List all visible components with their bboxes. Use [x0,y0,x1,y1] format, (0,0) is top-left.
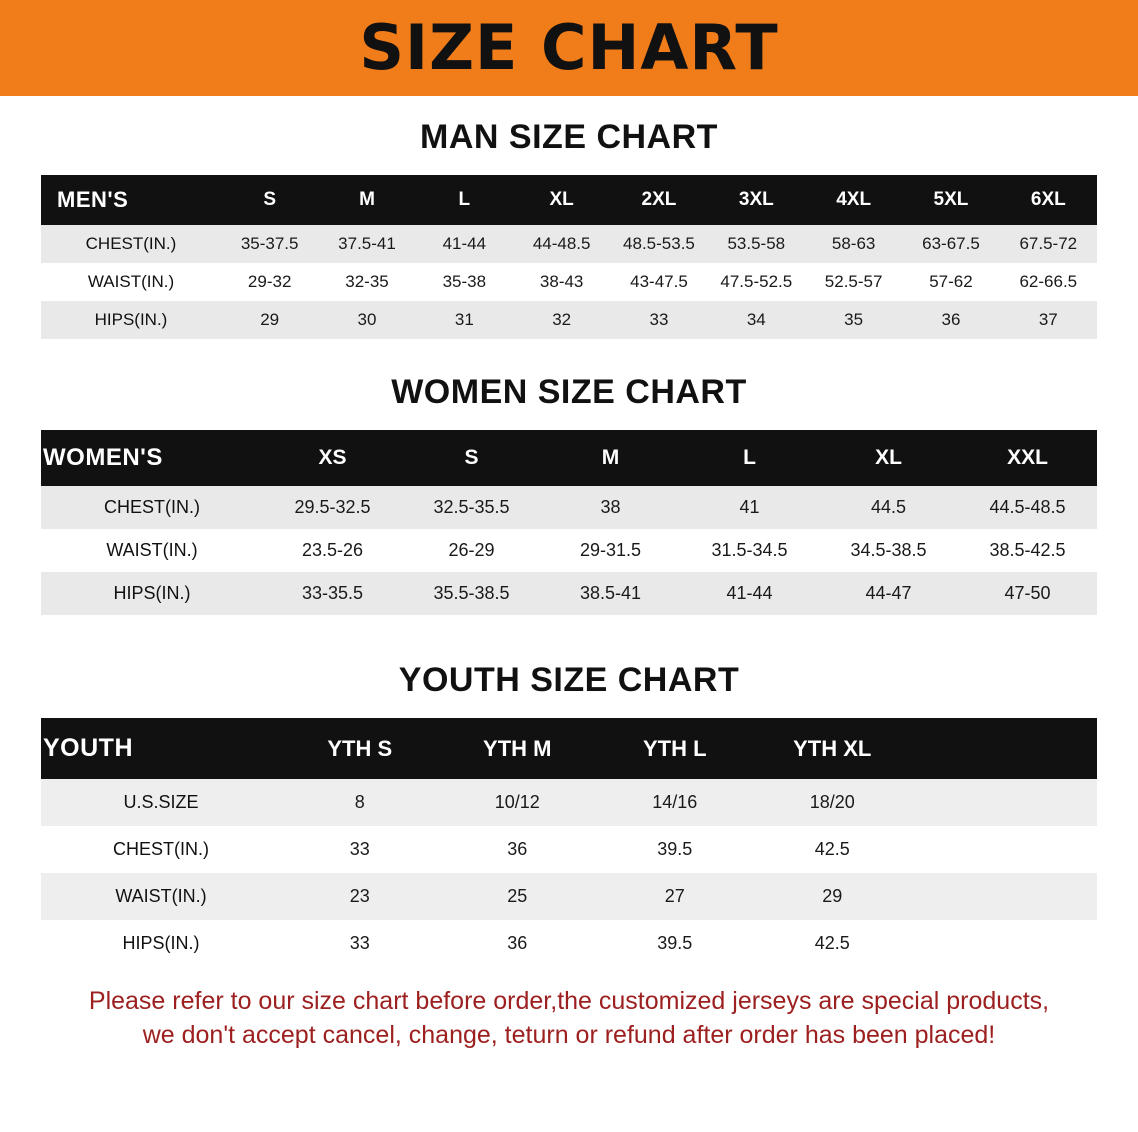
table-row [41,263,1097,301]
man-cell-2-6: 35 [805,301,902,339]
man-section-title: MAN SIZE CHART [420,118,718,156]
man-cell-2-7: 36 [902,301,999,339]
women-header-label: WOMEN'S [41,430,263,486]
youth-spacer-cell-1 [911,826,1097,873]
man-cell-1-2: 35-38 [416,263,513,301]
man-cell-0-2: 41-44 [416,225,513,263]
table-row [41,225,1097,263]
youth-row-label-3: HIPS(IN.) [41,920,281,967]
women-table-head [41,430,1097,486]
women-cell-0-0: 29.5-32.5 [263,486,402,529]
table-row [41,826,1097,873]
women-cell-1-2: 29-31.5 [541,529,680,572]
women-cell-0-1: 32.5-35.5 [402,486,541,529]
man-cell-2-8: 37 [1000,301,1097,339]
women-size-col-5: XXL [958,430,1097,486]
women-size-col-2: M [541,430,680,486]
youth-cell-2-1: 25 [439,873,597,920]
women-size-col-0: XS [263,430,402,486]
youth-cell-0-3: 18/20 [754,779,912,826]
man-cell-0-1: 37.5-41 [318,225,415,263]
youth-chart-wrap [0,700,1138,967]
youth-cell-0-1: 10/12 [439,779,597,826]
man-size-col-8: 6XL [1000,175,1097,225]
man-cell-0-8: 67.5-72 [1000,225,1097,263]
women-cell-0-2: 38 [541,486,680,529]
man-cell-2-1: 30 [318,301,415,339]
women-cell-1-3: 31.5-34.5 [680,529,819,572]
women-cell-2-1: 35.5-38.5 [402,572,541,615]
youth-spacer-cell-3 [911,920,1097,967]
women-cell-2-4: 44-47 [819,572,958,615]
women-chart-wrap [0,412,1138,615]
women-size-col-3: L [680,430,819,486]
man-cell-0-3: 44-48.5 [513,225,610,263]
youth-cell-3-0: 33 [281,920,439,967]
youth-size-col-3: YTH XL [754,718,912,779]
man-table-body [41,225,1097,339]
youth-cell-1-1: 36 [439,826,597,873]
order-policy-note-line1: Please refer to our size chart before order,the customized jerseys are special products, [88,987,1050,1015]
women-cell-2-2: 38.5-41 [541,572,680,615]
women-cell-0-3: 41 [680,486,819,529]
youth-header-label: YOUTH [41,718,281,779]
man-size-col-2: L [416,175,513,225]
youth-cell-0-0: 8 [281,779,439,826]
women-table-body [41,486,1097,615]
man-size-table [41,175,1097,339]
youth-cell-2-2: 27 [596,873,754,920]
man-size-col-0: S [221,175,318,225]
man-cell-1-6: 52.5-57 [805,263,902,301]
man-size-col-3: XL [513,175,610,225]
women-cell-0-5: 44.5-48.5 [958,486,1097,529]
table-row [41,529,1097,572]
table-row [41,486,1097,529]
man-cell-0-7: 63-67.5 [902,225,999,263]
man-size-col-6: 4XL [805,175,902,225]
order-policy-note [41,985,1097,1053]
table-row [41,873,1097,920]
man-cell-1-4: 43-47.5 [610,263,707,301]
man-cell-1-5: 47.5-52.5 [708,263,805,301]
youth-spacer-cell-0 [911,779,1097,826]
man-cell-1-0: 29-32 [221,263,318,301]
man-size-col-5: 3XL [708,175,805,225]
youth-cell-3-2: 39.5 [596,920,754,967]
youth-cell-2-3: 29 [754,873,912,920]
women-row-label-0: CHEST(IN.) [41,486,263,529]
women-cell-1-0: 23.5-26 [263,529,402,572]
youth-row-label-1: CHEST(IN.) [41,826,281,873]
youth-section-title: YOUTH SIZE CHART [398,661,740,699]
youth-cell-3-1: 36 [439,920,597,967]
youth-spacer-col [911,718,1097,779]
man-cell-2-0: 29 [221,301,318,339]
women-row-label-2: HIPS(IN.) [41,572,263,615]
youth-size-col-2: YTH L [596,718,754,779]
youth-cell-1-3: 42.5 [754,826,912,873]
youth-row-label-2: WAIST(IN.) [41,873,281,920]
youth-cell-1-2: 39.5 [596,826,754,873]
women-header-row [41,430,1097,486]
women-cell-2-3: 41-44 [680,572,819,615]
table-row [41,920,1097,967]
man-size-col-4: 2XL [610,175,707,225]
man-cell-0-4: 48.5-53.5 [610,225,707,263]
table-row [41,572,1097,615]
man-cell-0-0: 35-37.5 [221,225,318,263]
man-cell-2-3: 32 [513,301,610,339]
man-cell-1-1: 32-35 [318,263,415,301]
table-row [41,301,1097,339]
man-row-label-1: WAIST(IN.) [41,263,221,301]
women-section-title: WOMEN SIZE CHART [391,373,747,411]
man-cell-1-7: 57-62 [902,263,999,301]
man-cell-1-8: 62-66.5 [1000,263,1097,301]
women-row-label-1: WAIST(IN.) [41,529,263,572]
man-size-col-1: M [318,175,415,225]
youth-size-col-0: YTH S [281,718,439,779]
man-row-label-2: HIPS(IN.) [41,301,221,339]
youth-table-body [41,779,1097,967]
man-cell-0-6: 58-63 [805,225,902,263]
man-size-col-7: 5XL [902,175,999,225]
women-size-table [41,430,1097,615]
youth-cell-2-0: 23 [281,873,439,920]
man-header-label: MEN'S [41,175,221,225]
youth-size-col-1: YTH M [439,718,597,779]
youth-cell-1-0: 33 [281,826,439,873]
man-cell-2-5: 34 [708,301,805,339]
youth-cell-0-2: 14/16 [596,779,754,826]
youth-table-head [41,718,1097,779]
man-cell-0-5: 53.5-58 [708,225,805,263]
man-chart-wrap [0,157,1138,339]
youth-spacer-cell-2 [911,873,1097,920]
women-size-col-4: XL [819,430,958,486]
youth-cell-3-3: 42.5 [754,920,912,967]
women-cell-1-5: 38.5-42.5 [958,529,1097,572]
man-header-row [41,175,1097,225]
page-banner [0,0,1138,96]
youth-row-label-0: U.S.SIZE [41,779,281,826]
women-cell-1-4: 34.5-38.5 [819,529,958,572]
page-title: SIZE CHART [359,11,779,84]
women-cell-0-4: 44.5 [819,486,958,529]
man-row-label-0: CHEST(IN.) [41,225,221,263]
order-policy-note-line2: we don't accept cancel, change, teturn or refund after order has been placed! [142,1020,996,1049]
man-cell-2-4: 33 [610,301,707,339]
table-row [41,779,1097,826]
man-cell-1-3: 38-43 [513,263,610,301]
women-cell-1-1: 26-29 [402,529,541,572]
man-cell-2-2: 31 [416,301,513,339]
youth-header-row [41,718,1097,779]
women-size-col-1: S [402,430,541,486]
women-cell-2-5: 47-50 [958,572,1097,615]
man-table-head [41,175,1097,225]
women-cell-2-0: 33-35.5 [263,572,402,615]
youth-size-table [41,718,1097,967]
